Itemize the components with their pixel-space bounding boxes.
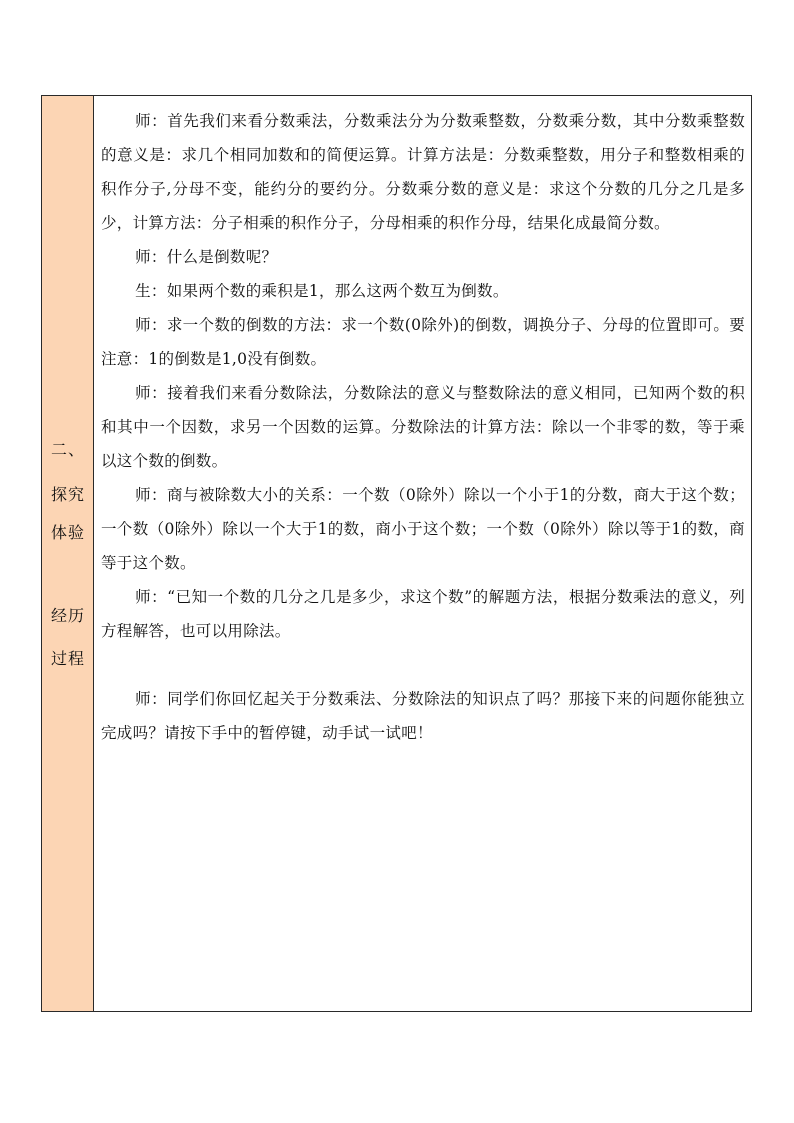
paragraph-reciprocal-definition: 生：如果两个数的乘积是1，那么这两个数互为倒数。 bbox=[135, 282, 509, 300]
paragraph-spacer bbox=[101, 648, 745, 682]
section-title-line-3: 经历 bbox=[50, 606, 85, 625]
paragraph-fraction-multiplication: 师：首先我们来看分数乘法，分数乘法分为分数乘整数，分数乘分数，其中分数乘整数的意义是：求几个相同加数和的简便运算。计算方法是：分数乘整数，用分子和整数相乘的积作分子,分母不变，能约分的要约分。分数乘分数的意义是：求这个分数的几分之几是多少，计算方法：分子相乘的积作分子，分母相乘的积作分母，结果化成最简分数。 bbox=[101, 112, 745, 232]
lesson-content bbox=[101, 104, 745, 750]
content-cell bbox=[94, 96, 751, 1011]
paragraph-problem-method: 师：“已知一个数的几分之几是多少，求这个数”的解题方法，根据分数乘法的意义，列方程解答，也可以用除法。 bbox=[101, 588, 745, 640]
paragraph-quotient-relation: 师：商与被除数大小的关系：一个数（0除外）除以一个小于1的分数，商大于这个数；一个数（0除外）除以一个大于1的数，商小于这个数；一个数（0除外）除以等于1的数，商等于这个数。 bbox=[101, 486, 745, 572]
lesson-table bbox=[41, 95, 752, 1012]
section-title-line-2: 体验 bbox=[50, 523, 85, 542]
paragraph-reciprocal-method: 师：求一个数的倒数的方法：求一个数(0除外)的倒数，调换分子、分母的位置即可。要注意：1的倒数是1,0没有倒数。 bbox=[101, 316, 745, 368]
section-number: 二、 bbox=[50, 440, 85, 459]
paragraph-fraction-division: 师：接着我们来看分数除法，分数除法的意义与整数除法的意义相同，已知两个数的积和其中一个因数，求另一个因数的运算。分数除法的计算方法：除以一个非零的数，等于乘以这个数的倒数。 bbox=[101, 384, 745, 470]
section-title-line-1: 探究 bbox=[50, 485, 85, 504]
paragraph-reciprocal-question: 师：什么是倒数呢？ bbox=[135, 248, 278, 266]
section-title-line-4: 过程 bbox=[50, 649, 85, 668]
section-label-cell bbox=[42, 96, 94, 1011]
paragraph-review-prompt: 师：同学们你回忆起关于分数乘法、分数除法的知识点了吗？那接下来的问题你能独立完成吗？请按下手中的暂停键，动手试一试吧！ bbox=[101, 690, 745, 742]
